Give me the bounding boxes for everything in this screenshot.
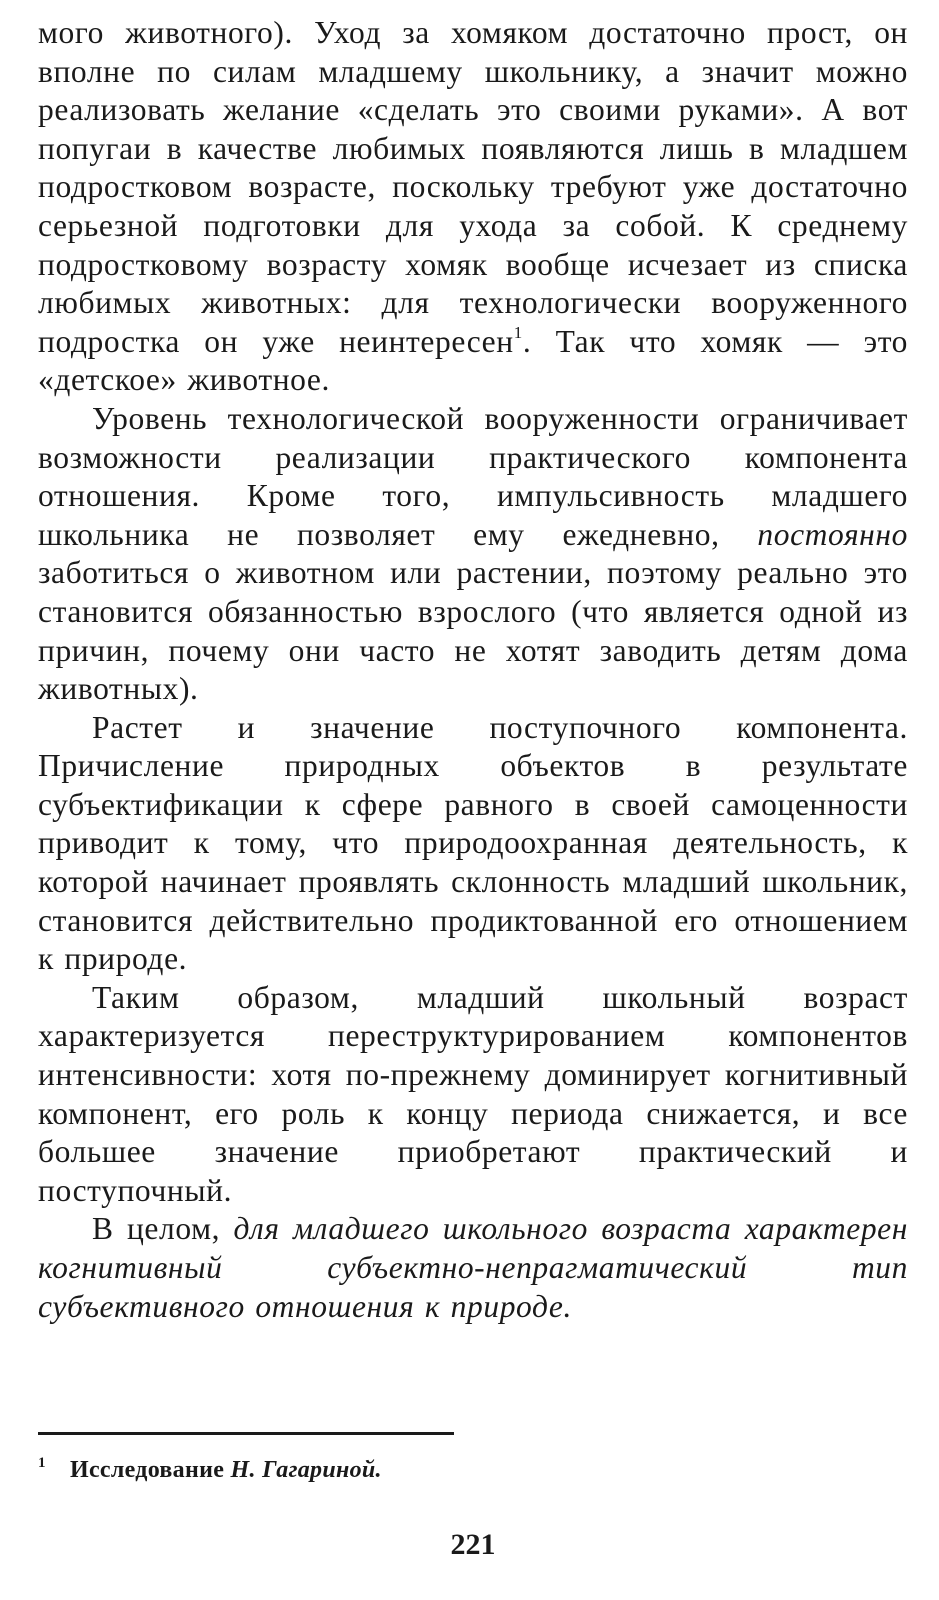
paragraph-text: мого животного). Уход за хомяком достаточно прост, он вполне по силам младшему школьнику, а значит можно реализовать желание «сделать это своими руками». А вот попугаи в качестве любимых появляются лишь в младшем подростковом возрасте, поскольку требуют уже достаточно серьезной подготовки для ухода за собой. К среднему подростковому возрасту хомяк вообще исчезает из списка любимых животных: для технологически вооруженного подростка он уже неинтересен	[38, 15, 908, 359]
footnote-author: Н. Гагариной.	[230, 1457, 382, 1483]
paragraph-text: Растет и значение поступочного компонента. Причисление природных объектов в результате субъектификации к сфере равного в своей самоценности приводит к тому, что природоохранная деятельность, к которой начинает проявлять склонность младший школьник, становится действительно продиктованной его отношением к природе.	[38, 709, 908, 977]
paragraph-text: Таким образом, младший школьный возраст характеризуется переструктурированием компонентов интенсивности: хотя по-прежнему доминирует когнитивный компонент, его роль к концу периода снижается, и все большее значение приобретают практический и поступочный.	[38, 979, 908, 1208]
footnote-divider	[38, 1432, 454, 1435]
page-number: 221	[450, 1528, 496, 1561]
footnote	[38, 1448, 898, 1485]
paragraph-text: Уровень технологической вооруженности ограничивает возможности реализации практического компонента отношения. Кроме того, импульсивность младшего школьника не позволяет ему ежедневно,	[38, 400, 908, 552]
footnote-marker: 1	[38, 1455, 46, 1471]
paragraph-text: заботиться о животном или растении, поэтому реально это становится обязанностью взрослого (что является одной из причин, почему они часто не хотят заводить детям дома животных).	[38, 555, 908, 707]
paragraph	[38, 979, 908, 1211]
paragraph	[38, 14, 908, 400]
paragraph	[38, 1210, 908, 1326]
paragraph-text: В целом,	[92, 1211, 234, 1247]
emphasis-text: для младшего школьного возраста характерен когнитивный субъектно-непрагматический тип субъективного отношения к природе.	[38, 1211, 908, 1324]
paragraph-text: . Так что хомяк — это «детское» животное.	[38, 323, 908, 398]
footnote-reference: 1	[513, 322, 523, 342]
paragraph	[38, 709, 908, 979]
footnote-text: Исследование	[70, 1457, 231, 1483]
book-page	[38, 14, 908, 1586]
main-text	[38, 14, 908, 1326]
paragraph	[38, 400, 908, 709]
emphasis-text: постоянно	[757, 516, 908, 552]
